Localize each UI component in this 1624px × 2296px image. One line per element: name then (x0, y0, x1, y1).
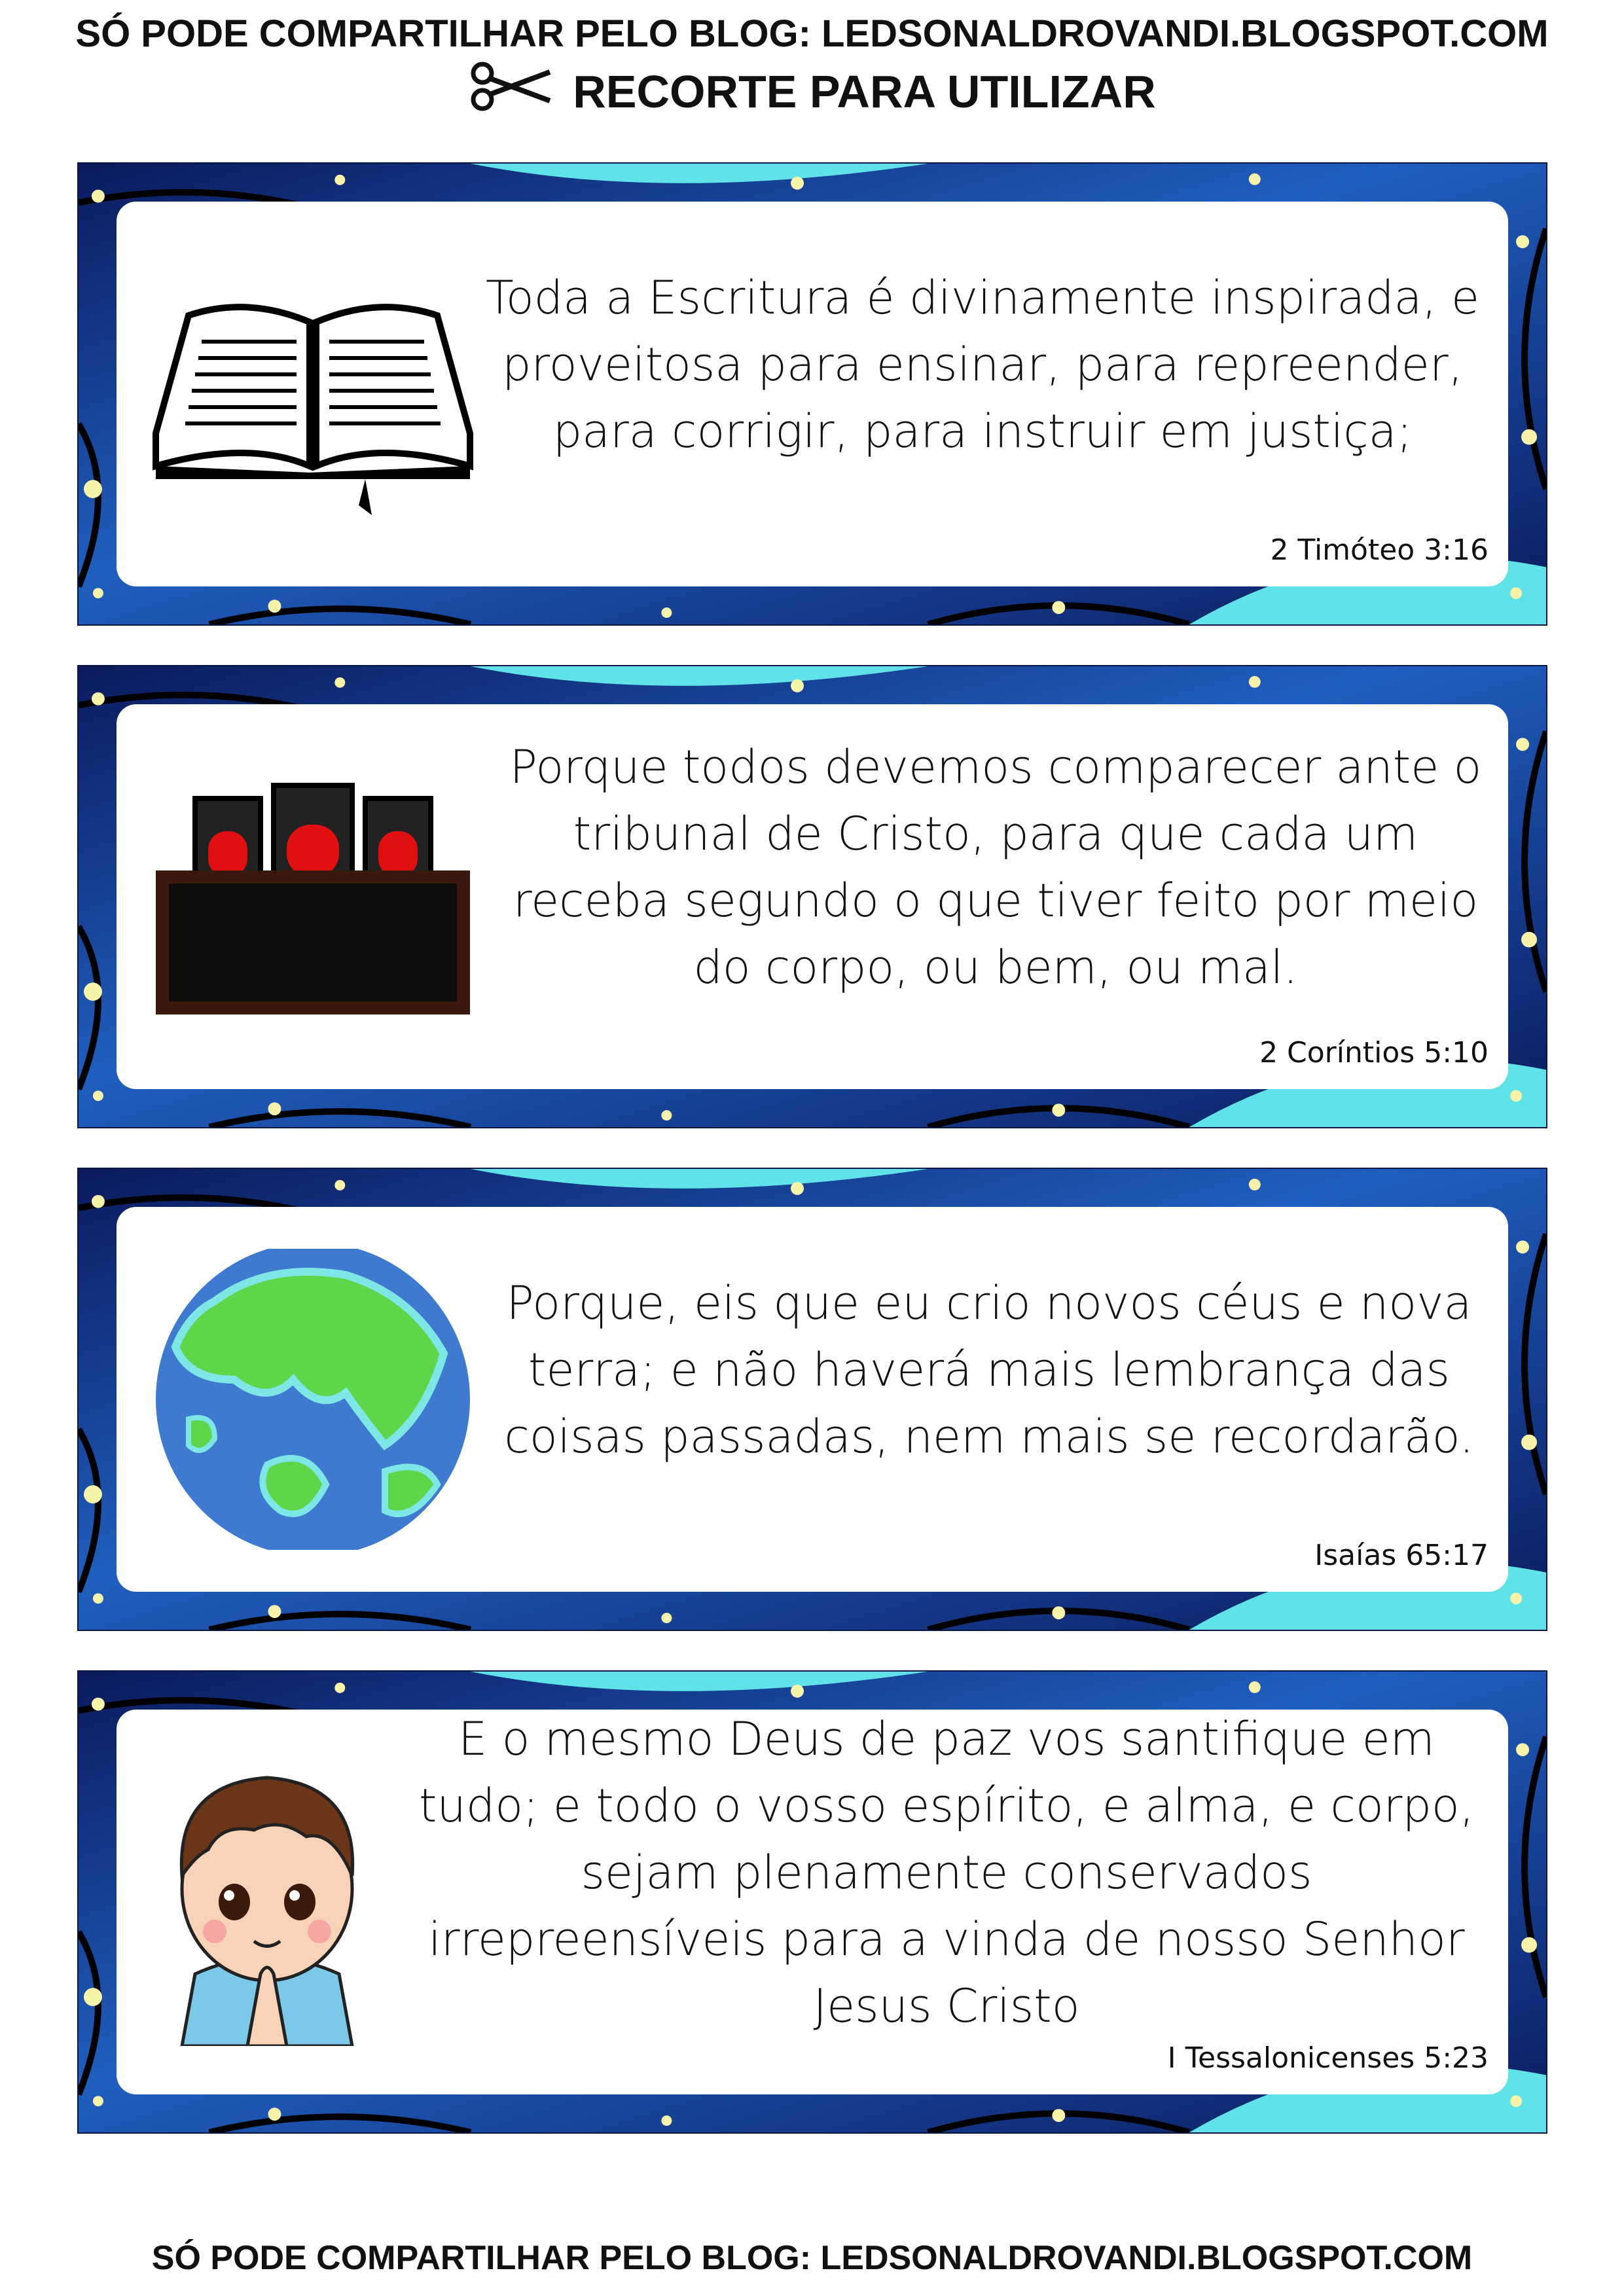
verse-text: Toda a Escritura é divinamente inspirada, e proveitosa para ensinar, para repreender, para corrigir, para instruir em justiça; (485, 271, 1480, 458)
verse-reference: I Tessalonicenses 5:23 (1167, 2041, 1489, 2075)
footer-blog-notice: SÓ PODE COMPARTILHAR PELO BLOG: LEDSONALDROVANDI.BLOGSPOT.COM (151, 2239, 1473, 2277)
verse-text: E o mesmo Deus de paz vos santifique em tudo; e todo o vosso espírito, e alma, e corpo, sejam plenamente conservados irrepreensíveis para a vinda de nosso Senhor Jesus Cristo (419, 1712, 1474, 2033)
verse-card (77, 1168, 1547, 1631)
card-content (117, 1710, 1508, 2094)
scissors-icon (468, 60, 553, 123)
header-cut-instruction (0, 60, 1624, 123)
card-content (117, 202, 1508, 586)
cut-instruction-text: RECORTE PARA UTILIZAR (573, 66, 1156, 117)
tribunal-icon (149, 772, 477, 1021)
verse-text: Porque todos devemos comparecer ante o tribunal de Cristo, para que cada um receba segundo o que tiver feito por meio do corpo, ou bem, ou mal. (509, 740, 1482, 994)
verse-card (77, 665, 1547, 1128)
verse-reference: 2 Timóteo 3:16 (1270, 533, 1489, 567)
card-content (117, 704, 1508, 1089)
verse-card (77, 1670, 1547, 2134)
card-content (117, 1207, 1508, 1592)
earth-icon (149, 1275, 477, 1524)
verse-reference: Isaías 65:17 (1314, 1539, 1489, 1572)
verse-card (77, 162, 1547, 626)
praying-boy-icon (156, 1778, 378, 2026)
bible-icon (149, 270, 477, 518)
verse-text: Porque, eis que eu crio novos céus e nova terra; e não haverá mais lembrança das coisas passadas, nem mais se recordarão. (504, 1276, 1474, 1463)
verse-reference: 2 Coríntios 5:10 (1259, 1036, 1489, 1069)
header-blog-notice: SÓ PODE COMPARTILHAR PELO BLOG: LEDSONALDROVANDI.BLOGSPOT.COM (75, 12, 1549, 55)
